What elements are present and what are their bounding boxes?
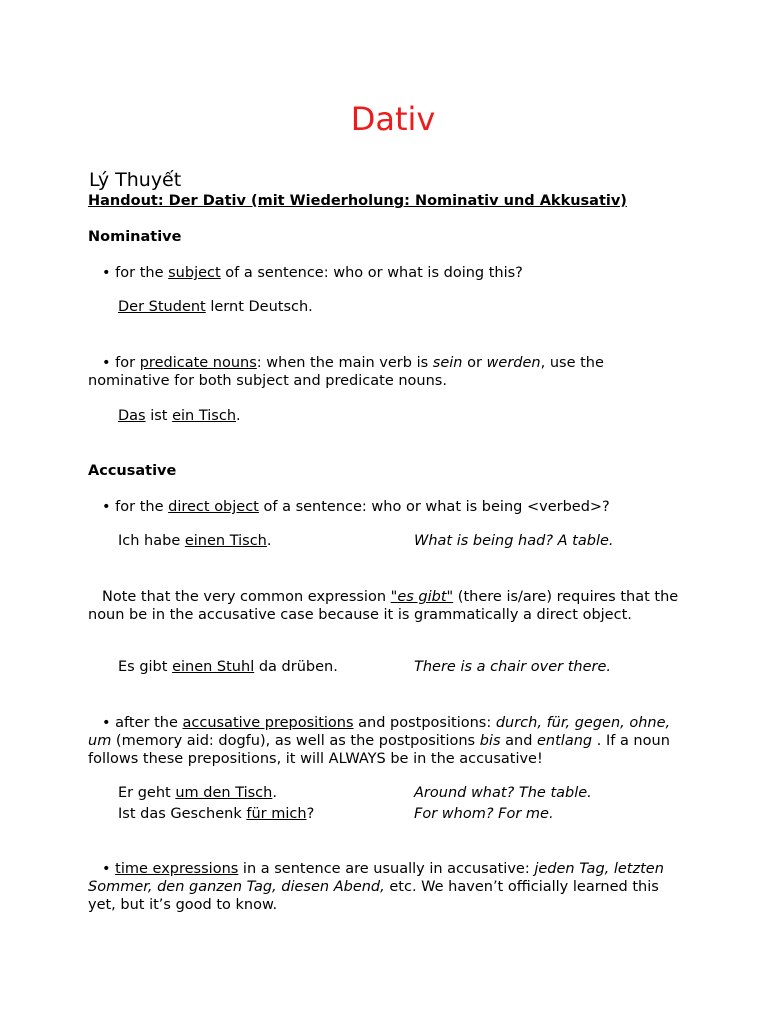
italic-term: bis (479, 733, 501, 749)
text: . (272, 785, 277, 801)
text: • for (102, 355, 140, 371)
italic-term: es gibt (397, 589, 447, 605)
italic-term: sein (432, 355, 463, 371)
text: Es gibt (118, 659, 173, 675)
underlined-term: time expressions (115, 861, 239, 877)
accusative-example-3 (118, 784, 277, 802)
accusative-bullet-prepositions (88, 714, 674, 768)
text: : when the main verb is (256, 355, 433, 371)
underlined-term: Der Student (118, 299, 206, 315)
subtitle: Lý Thuyết (89, 169, 182, 191)
text: " (446, 589, 454, 605)
nominative-example-1 (118, 298, 313, 316)
italic-term: jeden Tag, letzten Sommer, den ganzen Tag, diesen Abend, (88, 861, 664, 895)
text: lernt Deutsch. (205, 299, 313, 315)
underlined-term: Das (118, 408, 146, 424)
accusative-example-3-translation: Around what? The table. (414, 785, 592, 801)
accusative-example-1-translation: What is being had? A table. (414, 533, 614, 549)
text: da drüben. (254, 659, 338, 675)
text: ? (306, 806, 315, 822)
text: or (462, 355, 487, 371)
accusative-bullet-time-expressions (88, 860, 674, 914)
page-title: Dativ (350, 100, 436, 138)
text: in a sentence are usually in accusative: (238, 861, 535, 877)
text: (there is/are) requires that the noun be in the accusative case because it is grammatically a direct object. (88, 589, 679, 623)
accusative-example-4 (118, 805, 314, 823)
underlined-term: einen Tisch (184, 533, 267, 549)
text: Ist das Geschenk (118, 806, 247, 822)
text: • (102, 861, 116, 877)
italic-term: entlang (537, 733, 593, 749)
accusative-heading: Accusative (88, 463, 177, 479)
text: ist (145, 408, 173, 424)
underlined-term: subject (168, 265, 221, 281)
handout-title: Handout: Der Dativ (mit Wiederholung: Nominativ und Akkusativ) (88, 193, 627, 209)
accusative-note-es-gibt (88, 588, 684, 624)
text: of a sentence: who or what is doing this? (220, 265, 523, 281)
text: • for the (102, 265, 169, 281)
quoted-term (391, 589, 454, 605)
underlined-term: predicate nouns (139, 355, 257, 371)
text: Note that the very common expression (102, 589, 391, 605)
accusative-bullet-direct-object (102, 498, 610, 516)
underlined-term: accusative prepositions (182, 715, 354, 731)
text: etc. We haven’t officially learned this yet, but it’s good to know. (88, 879, 659, 913)
text: . If a noun follows these prepositions, it will ALWAYS be in the accusative! (88, 733, 670, 767)
accusative-example-4-translation: For whom? For me. (414, 806, 554, 822)
text: • after the (102, 715, 183, 731)
text: and (500, 733, 538, 749)
text: " (390, 589, 398, 605)
text: . (236, 408, 241, 424)
text: , use the nominative for both subject and predicate nouns. (88, 355, 604, 389)
underlined-term: direct object (168, 499, 259, 515)
underlined-term: einen Stuhl (172, 659, 255, 675)
text: Ich habe (118, 533, 185, 549)
accusative-example-1 (118, 532, 271, 550)
nominative-heading: Nominative (88, 229, 182, 245)
accusative-example-2 (118, 658, 338, 676)
nominative-bullet-predicate (88, 354, 688, 390)
text: of a sentence: who or what is being <verbed>? (258, 499, 610, 515)
text: • for the (102, 499, 169, 515)
text: and postpositions: (353, 715, 496, 731)
italic-term: werden (486, 355, 541, 371)
nominative-bullet-subject (102, 264, 523, 282)
italic-term: durch, für, gegen, ohne, um (88, 715, 671, 749)
underlined-term: ein Tisch (172, 408, 237, 424)
text: . (266, 533, 272, 549)
nominative-example-2 (118, 407, 241, 425)
text: Er geht (118, 785, 176, 801)
text: (memory aid: dogfu), as well as the postpositions (111, 733, 480, 749)
accusative-example-2-translation: There is a chair over there. (414, 659, 612, 675)
underlined-term: um den Tisch (175, 785, 273, 801)
underlined-term: für mich (246, 806, 307, 822)
